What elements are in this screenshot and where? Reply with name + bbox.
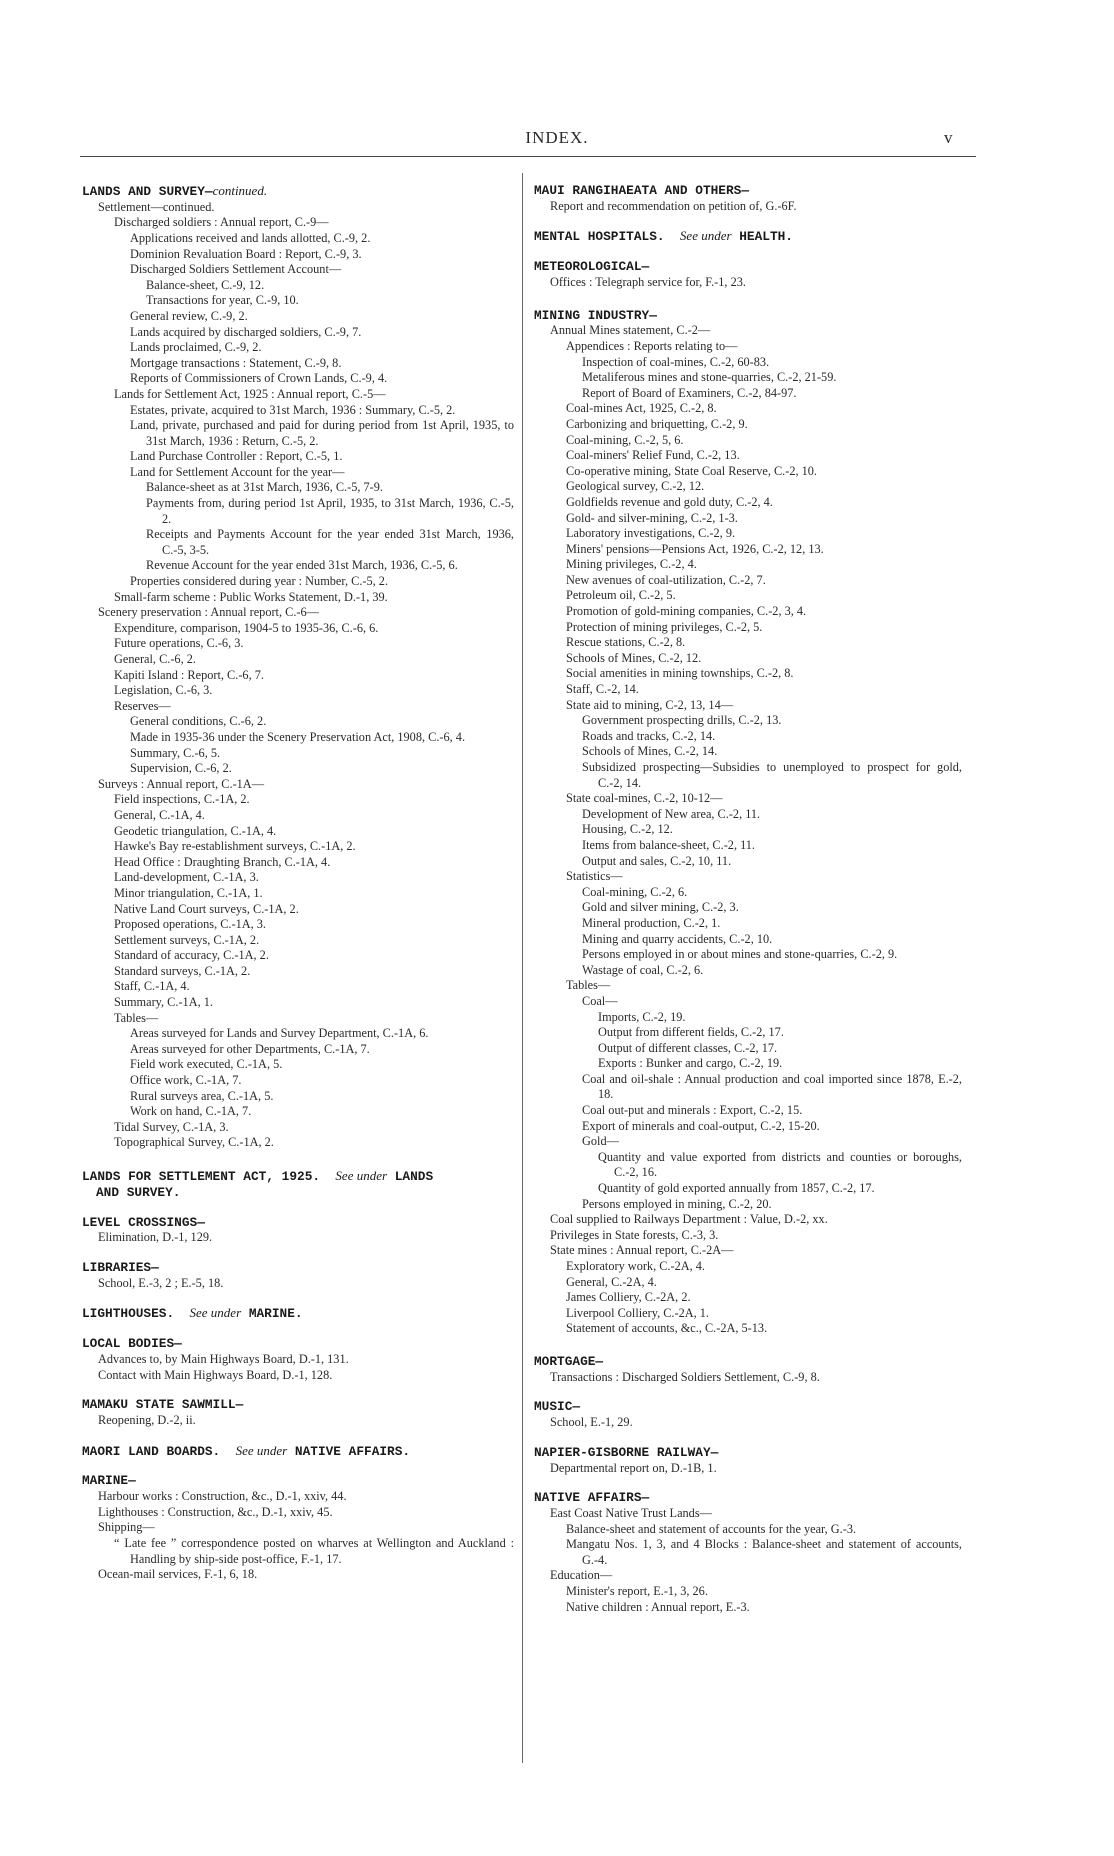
- index-line: Land-development, C.-1A, 3.: [114, 870, 259, 885]
- entry-heading: LANDS FOR SETTLEMENT ACT, 1925. See under LANDS: [82, 1168, 434, 1185]
- index-line: Minister's report, E.-1, 3, 26.: [566, 1583, 708, 1598]
- index-line: James Colliery, C.-2A, 2.: [566, 1290, 691, 1305]
- index-line: Inspection of coal-mines, C.-2, 60-83.: [582, 354, 770, 369]
- index-line: Coal-mining, C.-2, 6.: [582, 884, 688, 899]
- index-line: Areas surveyed for other Departments, C.-1A, 7.: [130, 1041, 370, 1056]
- index-line: Tidal Survey, C.-1A, 3.: [114, 1119, 229, 1134]
- index-line: Ocean-mail services, F.-1, 6, 18.: [98, 1567, 258, 1582]
- index-line: Coal out-put and minerals : Export, C.-2, 15.: [582, 1103, 803, 1118]
- entry-heading: MAUI RANGIHAEATA AND OTHERS—: [534, 183, 750, 198]
- index-line: Promotion of gold-mining companies, C.-2, 3, 4.: [566, 604, 807, 619]
- entry-heading: NATIVE AFFAIRS—: [534, 1490, 650, 1506]
- index-line: Harbour works : Construction, &c., D.-1, xxiv, 44.: [98, 1489, 347, 1504]
- index-line: Goldfields revenue and gold duty, C.-2, 4.: [566, 494, 773, 509]
- index-line: Tables—: [566, 978, 611, 993]
- index-line: Output of different classes, C.-2, 17.: [598, 1040, 778, 1055]
- index-line: Export of minerals and coal-output, C.-2, 15-20.: [582, 1118, 820, 1133]
- index-entry-marine: [82, 1473, 514, 1582]
- index-line: School, E.-1, 29.: [550, 1415, 633, 1430]
- index-line: Privileges in State forests, C.-3, 3.: [550, 1227, 719, 1242]
- entry-heading: MAORI LAND BOARDS. See under NATIVE AFFAIRS.: [82, 1442, 411, 1459]
- index-line: Hawke's Bay re-establishment surveys, C.-1A, 2.: [114, 839, 356, 854]
- index-line: Minor triangulation, C.-1A, 1.: [114, 885, 263, 900]
- index-line: Laboratory investigations, C.-2, 9.: [566, 526, 736, 541]
- column-divider: [522, 173, 523, 1763]
- index-line: Coal—: [582, 993, 618, 1008]
- index-entry-lands-and-survey: [82, 183, 514, 1151]
- index-line: Development of New area, C.-2, 11.: [582, 806, 761, 821]
- index-line: New avenues of coal-utilization, C.-2, 7.: [566, 572, 766, 587]
- index-entry-level-crossings: [82, 1215, 514, 1246]
- index-entry-native-affairs: [534, 1490, 962, 1615]
- index-line: Metaliferous mines and stone-quarries, C.-2, 21-59.: [582, 370, 837, 385]
- index-line: Report of Board of Examiners, C.-2, 84-97.: [582, 385, 797, 400]
- index-entry-local-bodies: [82, 1336, 514, 1383]
- index-line: General review, C.-9, 2.: [130, 308, 248, 323]
- index-line: Legislation, C.-6, 3.: [114, 683, 213, 698]
- index-line: Settlement—continued.: [98, 199, 215, 214]
- index-line: Elimination, D.-1, 129.: [98, 1230, 213, 1245]
- index-line: Standard of accuracy, C.-1A, 2.: [114, 948, 269, 963]
- index-line: State coal-mines, C.-2, 10-12—: [566, 791, 723, 806]
- index-line: Staff, C.-1A, 4.: [114, 979, 190, 994]
- index-line: Output from different fields, C.-2, 17.: [598, 1025, 784, 1040]
- index-line: Appendices : Reports relating to—: [566, 338, 738, 353]
- page-number: v: [944, 128, 953, 147]
- index-entry-maori-land-boards: [82, 1443, 514, 1460]
- entry-heading: LOCAL BODIES—: [82, 1336, 182, 1352]
- index-line: Quantity of gold exported annually from 1857, C.-2, 17.: [598, 1181, 875, 1196]
- entry-heading-cont: AND SURVEY.: [96, 1184, 181, 1200]
- index-line: Applications received and lands allotted, C.-9, 2.: [130, 230, 371, 245]
- index-line: Mineral production, C.-2, 1.: [582, 915, 721, 930]
- entry-heading: LIGHTHOUSES. See under MARINE.: [82, 1305, 303, 1322]
- index-line: Report and recommendation on petition of, G.-6F.: [550, 198, 797, 213]
- index-line: Land for Settlement Account for the year—: [130, 464, 345, 479]
- index-line: Expenditure, comparison, 1904-5 to 1935-36, C.-6, 6.: [114, 620, 379, 635]
- index-line: Coal-miners' Relief Fund, C.-2, 13.: [566, 448, 740, 463]
- index-line: Output and sales, C.-2, 10, 11.: [582, 853, 732, 868]
- index-line: Balance-sheet as at 31st March, 1936, C.-5, 7-9.: [146, 480, 383, 495]
- index-entry-music: [534, 1399, 962, 1430]
- index-line: Mining privileges, C.-2, 4.: [566, 557, 697, 572]
- index-line: Offices : Telegraph service for, F.-1, 23.: [550, 274, 746, 289]
- index-line: Made in 1935-36 under the Scenery Preservation Act, 1908, C.-6, 4.: [130, 729, 466, 744]
- index-line: Protection of mining privileges, C.-2, 5.: [566, 619, 763, 634]
- entry-heading: MENTAL HOSPITALS. See under HEALTH.: [534, 228, 793, 245]
- index-line: General, C.-6, 2.: [114, 652, 196, 667]
- index-line: Payments from, during period 1st April, 1935, to 31st March, 1936, C.-5, 2.: [146, 496, 514, 526]
- index-line: Lighthouses : Construction, &c., D.-1, xxiv, 45.: [98, 1504, 333, 1519]
- index-line: Quantity and value exported from districts and counties or boroughs, C.-2, 16.: [598, 1149, 962, 1180]
- index-entry-lighthouses: [82, 1305, 514, 1322]
- index-line: Proposed operations, C.-1A, 3.: [114, 917, 266, 932]
- index-line: Receipts and Payments Account for the year ended 31st March, 1936, C.-5, 3-5.: [146, 527, 514, 557]
- index-line: Balance-sheet and statement of accounts for the year, G.-3.: [566, 1521, 857, 1536]
- index-line: School, E.-3, 2 ; E.-5, 18.: [98, 1275, 224, 1290]
- index-line: Small-farm scheme : Public Works Statement, D.-1, 39.: [114, 589, 388, 604]
- entry-heading: MORTGAGE—: [534, 1353, 604, 1369]
- index-line: Lands proclaimed, C.-9, 2.: [130, 340, 262, 355]
- index-line: Field inspections, C.-1A, 2.: [114, 792, 250, 807]
- index-line: Topographical Survey, C.-1A, 2.: [114, 1135, 274, 1150]
- index-entry-maui-rangihaeata: [534, 183, 962, 214]
- index-line: Estates, private, acquired to 31st March, 1936 : Summary, C.-5, 2.: [130, 402, 456, 417]
- index-line: Coal-mines Act, 1925, C.-2, 8.: [566, 401, 717, 416]
- index-line: Gold—: [582, 1134, 619, 1149]
- index-line: Advances to, by Main Highways Board, D.-1, 131.: [98, 1351, 349, 1366]
- index-line: Dominion Revaluation Board : Report, C.-9, 3.: [130, 246, 362, 261]
- index-line: Wastage of coal, C.-2, 6.: [582, 962, 704, 977]
- index-line: Exploratory work, C.-2A, 4.: [566, 1259, 706, 1273]
- index-line: Contact with Main Highways Board, D.-1, 128.: [98, 1367, 333, 1382]
- index-line: Supervision, C.-6, 2.: [130, 761, 232, 776]
- index-entry-napier-gisborne-railway: [534, 1445, 962, 1476]
- index-line: Revenue Account for the year ended 31st March, 1936, C.-5, 6.: [146, 558, 458, 573]
- index-line: Reserves—: [114, 698, 171, 713]
- index-line: Exports : Bunker and cargo, C.-2, 19.: [598, 1056, 783, 1071]
- index-line: Land, private, purchased and paid for during period from 1st April, 1935, to 31st March, 1936 : Return, C.-5, 2.: [130, 418, 514, 448]
- index-entry-mining-industry: [534, 308, 962, 1337]
- index-line: Discharged Soldiers Settlement Account—: [130, 262, 342, 277]
- index-line: Statement of accounts, &c., C.-2A, 5-13.: [566, 1321, 768, 1336]
- entry-heading: LEVEL CROSSINGS—: [82, 1214, 205, 1230]
- index-line: Work on hand, C.-1A, 7.: [130, 1104, 252, 1119]
- index-line: Statistics—: [566, 869, 623, 884]
- index-line: Settlement surveys, C.-1A, 2.: [114, 932, 260, 947]
- index-line: Tables—: [114, 1010, 159, 1025]
- index-line: Staff, C.-2, 14.: [566, 682, 639, 697]
- index-line: Kapiti Island : Report, C.-6, 7.: [114, 667, 264, 682]
- index-line: Balance-sheet, C.-9, 12.: [146, 277, 265, 292]
- index-line: Mortgage transactions : Statement, C.-9, 8.: [130, 355, 342, 370]
- index-line: Roads and tracks, C.-2, 14.: [582, 728, 716, 743]
- index-line: Land Purchase Controller : Report, C.-5, 1.: [130, 449, 343, 464]
- index-line: Areas surveyed for Lands and Survey Department, C.-1A, 6.: [130, 1026, 429, 1041]
- index-line: Mangatu Nos. 1, 3, and 4 Blocks : Balance-sheet and statement of accounts, G.-4.: [566, 1537, 962, 1567]
- index-line: Lands acquired by discharged soldiers, C.-9, 7.: [130, 324, 362, 339]
- entry-heading: MUSIC—: [534, 1399, 581, 1415]
- index-entry-lands-for-settlement: [82, 1168, 514, 1201]
- right-column: [534, 183, 962, 1615]
- index-line: Surveys : Annual report, C.-1A—: [98, 776, 264, 791]
- index-line: General conditions, C.-6, 2.: [130, 714, 267, 729]
- index-line: Schools of Mines, C.-2, 14.: [582, 744, 718, 759]
- index-line: Rescue stations, C.-2, 8.: [566, 635, 686, 650]
- index-line: Reports of Commissioners of Crown Lands, C.-9, 4.: [130, 371, 388, 386]
- index-line: Persons employed in or about mines and stone-quarries, C.-2, 9.: [582, 947, 898, 962]
- entry-heading: MAMAKU STATE SAWMILL—: [82, 1397, 244, 1413]
- index-line: State aid to mining, C-2, 13, 14—: [566, 697, 734, 712]
- index-line: Geodetic triangulation, C.-1A, 4.: [114, 823, 277, 838]
- index-line: Carbonizing and briquetting, C.-2, 9.: [566, 416, 748, 431]
- index-line: Field work executed, C.-1A, 5.: [130, 1057, 283, 1072]
- index-line: Office work, C.-1A, 7.: [130, 1073, 242, 1088]
- index-line: Discharged soldiers : Annual report, C.-9—: [114, 215, 329, 230]
- header-rule: [80, 156, 976, 157]
- index-line: Rural surveys area, C.-1A, 5.: [130, 1088, 274, 1103]
- index-line: General, C.-1A, 4.: [114, 807, 205, 822]
- index-line: Liverpool Colliery, C.-2A, 1.: [566, 1305, 709, 1320]
- left-column: [82, 183, 514, 1583]
- index-line: Head Office : Draughting Branch, C.-1A, 4.: [114, 854, 331, 869]
- index-line: Government prospecting drills, C.-2, 13.: [582, 713, 782, 728]
- index-line: Properties considered during year : Number, C.-5, 2.: [130, 574, 389, 589]
- index-entry-mental-hospitals: [534, 228, 962, 245]
- entry-heading: LIBRARIES—: [82, 1260, 159, 1275]
- entry-heading: LANDS AND SURVEY—continued.: [82, 183, 268, 199]
- entry-heading: MARINE—: [82, 1473, 136, 1489]
- index-entry-mamaku-state-sawmill: [82, 1397, 514, 1428]
- index-line: Lands for Settlement Act, 1925 : Annual report, C.-5—: [114, 386, 386, 401]
- index-line: Subsidized prospecting—Subsidies to unemployed to prospect for gold, C.-2, 14.: [582, 760, 962, 790]
- index-line: Gold- and silver-mining, C.-2, 1-3.: [566, 510, 738, 525]
- entry-heading: MINING INDUSTRY—: [534, 307, 657, 323]
- index-entry-mortgage: [534, 1354, 962, 1385]
- index-line: Summary, C.-1A, 1.: [114, 995, 213, 1010]
- index-line: Coal supplied to Railways Department : Value, D.-2, xx.: [550, 1212, 828, 1227]
- index-line: Persons employed in mining, C.-2, 20.: [582, 1196, 772, 1211]
- index-line: State mines : Annual report, C.-2A—: [550, 1243, 734, 1258]
- index-line: Shipping—: [98, 1520, 155, 1535]
- index-line: Schools of Mines, C.-2, 12.: [566, 650, 702, 665]
- index-line: Items from balance-sheet, C.-2, 11.: [582, 837, 756, 852]
- index-line: Native Land Court surveys, C.-1A, 2.: [114, 901, 299, 916]
- index-line: Annual Mines statement, C.-2—: [550, 323, 711, 338]
- index-line: East Coast Native Trust Lands—: [550, 1505, 712, 1520]
- index-line: Gold and silver mining, C.-2, 3.: [582, 900, 739, 915]
- index-entry-libraries: [82, 1260, 514, 1291]
- index-line: Co-operative mining, State Coal Reserve, C.-2, 10.: [566, 463, 818, 478]
- index-line: Education—: [550, 1568, 613, 1583]
- index-line: Summary, C.-6, 5.: [130, 745, 221, 760]
- index-line: Standard surveys, C.-1A, 2.: [114, 963, 251, 978]
- entry-heading: METEOROLOGICAL—: [534, 259, 650, 275]
- entry-heading: NAPIER-GISBORNE RAILWAY—: [534, 1444, 719, 1460]
- index-line: Native children : Annual report, E.-3.: [566, 1599, 750, 1614]
- index-line: Reopening, D.-2, ii.: [98, 1412, 196, 1427]
- index-line: Departmental report on, D.-1B, 1.: [550, 1460, 717, 1475]
- index-line: “ Late fee ” correspondence posted on wharves at Wellington and Auckland : Handling by ship-side post-office, F.-1, 17.: [114, 1535, 514, 1566]
- index-line: Future operations, C.-6, 3.: [114, 636, 244, 651]
- index-line: Scenery preservation : Annual report, C.-6—: [98, 605, 319, 620]
- index-line: Transactions : Discharged Soldiers Settlement, C.-9, 8.: [550, 1369, 820, 1384]
- index-line: Petroleum oil, C.-2, 5.: [566, 588, 676, 603]
- index-line: Social amenities in mining townships, C.-2, 8.: [566, 666, 794, 681]
- index-line: Mining and quarry accidents, C.-2, 10.: [582, 931, 773, 946]
- index-line: Transactions for year, C.-9, 10.: [146, 293, 299, 308]
- index-line: Geological survey, C.-2, 12.: [566, 479, 705, 494]
- index-line: Coal and oil-shale : Annual production and coal imported since 1878, E.-2, 18.: [582, 1071, 962, 1102]
- index-line: Imports, C.-2, 19.: [598, 1009, 686, 1024]
- page-title: INDEX.: [525, 128, 589, 147]
- index-line: Housing, C.-2, 12.: [582, 822, 673, 837]
- index-line: Coal-mining, C.-2, 5, 6.: [566, 432, 684, 447]
- index-entry-meteorological: [534, 259, 962, 290]
- index-line: General, C.-2A, 4.: [566, 1274, 657, 1289]
- index-line: Miners' pensions—Pensions Act, 1926, C.-2, 12, 13.: [566, 541, 824, 556]
